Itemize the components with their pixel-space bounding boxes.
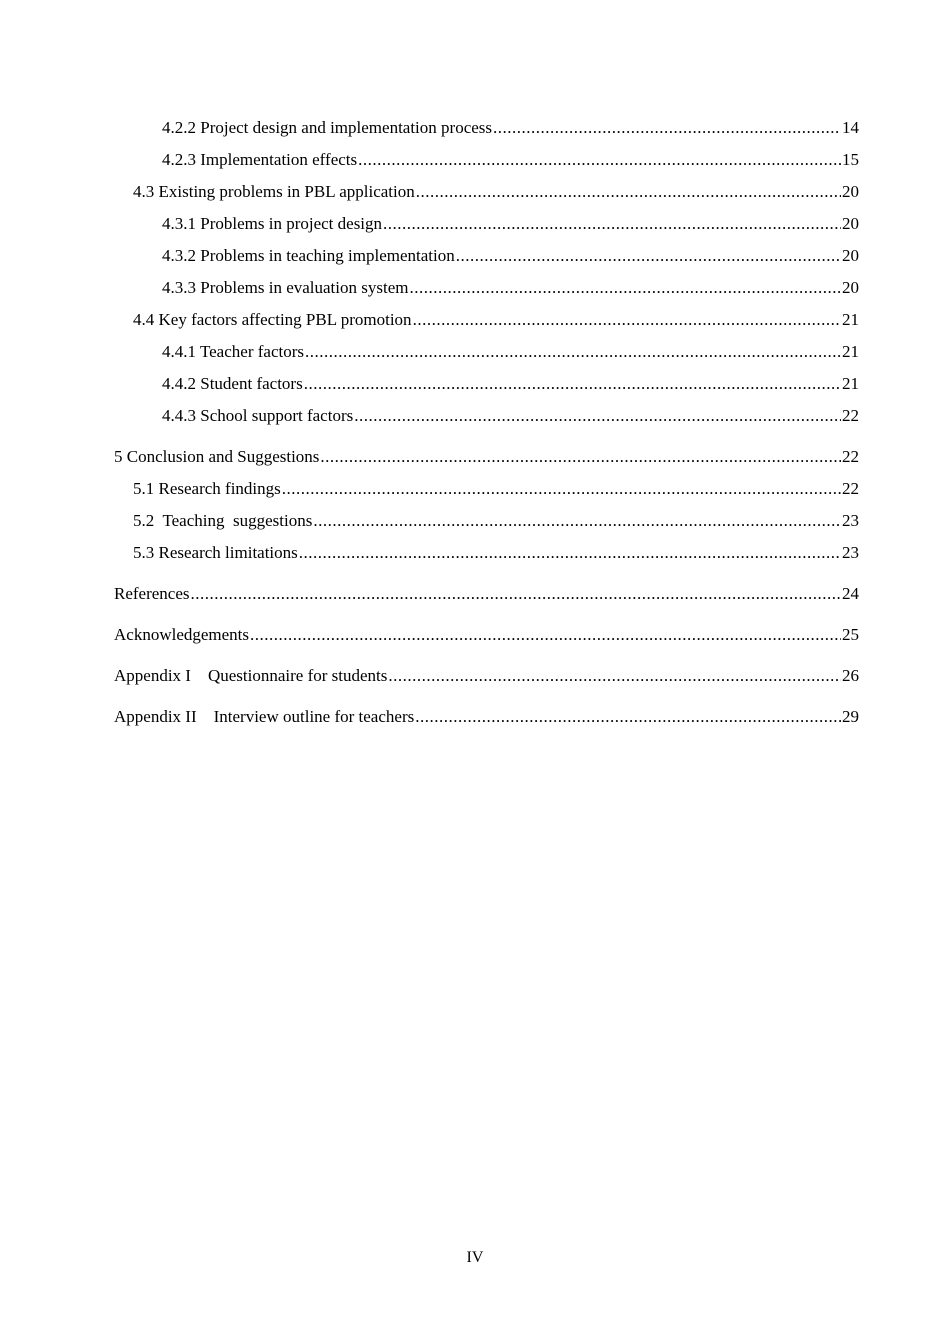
toc-entry-page: 29 [842,707,859,726]
toc-entry-page: 23 [842,543,859,562]
toc-entry[interactable] [114,584,859,616]
dot-leader [304,374,841,394]
toc-entry-title: 4.4.1 Teacher factors [162,342,304,361]
toc-entry-page: 20 [842,182,859,201]
toc-entry-title: 4.4.2 Student factors [162,374,303,393]
dot-leader [383,214,841,234]
toc-entry[interactable] [114,479,859,511]
toc-entry[interactable] [114,150,859,182]
toc-entry-title: Appendix I Questionnaire for students [114,666,388,685]
dot-leader [456,246,841,266]
dot-leader [299,543,841,563]
toc-entry[interactable] [114,246,859,278]
dot-leader [358,150,841,170]
toc-entry[interactable] [114,278,859,310]
toc-entry-page: 23 [842,511,859,530]
toc-entry-title: 4.4.3 School support factors [162,406,354,425]
toc-entry-page: 21 [842,342,859,361]
toc-entry[interactable] [114,707,859,739]
toc-entry-title: 4.4 Key factors affecting PBL promotion [133,310,412,329]
dot-leader [250,625,841,645]
toc-entry[interactable] [114,511,859,543]
dot-leader [320,447,841,467]
toc-entry-page: 26 [842,666,859,685]
dot-leader [409,278,841,298]
toc-entry-title: 4.3.3 Problems in evaluation system [162,278,409,297]
toc-entry-title: 5.1 Research findings [133,479,281,498]
toc-entry-page: 21 [842,310,859,329]
toc-entry-page: 22 [842,406,859,425]
toc-entry-page: 22 [842,479,859,498]
dot-leader [313,511,841,531]
dot-leader [282,479,841,499]
toc-entry[interactable] [114,406,859,438]
toc-entry-page: 20 [842,278,859,297]
dot-leader [305,342,841,362]
dot-leader [191,584,841,604]
toc-entry-title: Appendix II Interview outline for teachers [114,707,415,726]
toc-entry-title: References [114,584,190,603]
toc-entry[interactable] [114,374,859,406]
toc-entry-page: 14 [842,118,859,137]
toc-entry-page: 24 [842,584,859,603]
toc-entry-page: 25 [842,625,859,644]
toc-entry-title: 4.3 Existing problems in PBL application [133,182,415,201]
toc-entry[interactable] [114,214,859,246]
toc-entry[interactable] [114,447,859,479]
toc-entry-page: 20 [842,246,859,265]
dot-leader [413,310,841,330]
toc-entry[interactable] [114,342,859,374]
toc-entry-title: 4.3.1 Problems in project design [162,214,383,233]
dot-leader [388,666,841,686]
toc-entry[interactable] [114,666,859,698]
toc-entry-title: 5.2 Teaching suggestions [133,511,313,530]
toc-entry-title: Acknowledgements [114,625,250,644]
dot-leader [415,707,841,727]
dot-leader [493,118,841,138]
toc-entry-page: 22 [842,447,859,466]
toc-entry[interactable] [114,625,859,657]
toc-entry-page: 15 [842,150,859,169]
table-of-contents [114,118,859,739]
toc-entry[interactable] [114,118,859,150]
page-number: IV [466,1249,484,1266]
toc-entry-page: 20 [842,214,859,233]
toc-entry[interactable] [114,543,859,575]
toc-entry-title: 5.3 Research limitations [133,543,298,562]
toc-entry-title: 4.2.3 Implementation effects [162,150,358,169]
toc-entry[interactable] [114,310,859,342]
dot-leader [416,182,841,202]
dot-leader [354,406,841,426]
toc-entry-page: 21 [842,374,859,393]
toc-entry-title: 4.3.2 Problems in teaching implementation [162,246,455,265]
toc-entry-title: 5 Conclusion and Suggestions [114,447,320,466]
toc-entry-title: 4.2.2 Project design and implementation process [162,118,493,137]
toc-entry[interactable] [114,182,859,214]
